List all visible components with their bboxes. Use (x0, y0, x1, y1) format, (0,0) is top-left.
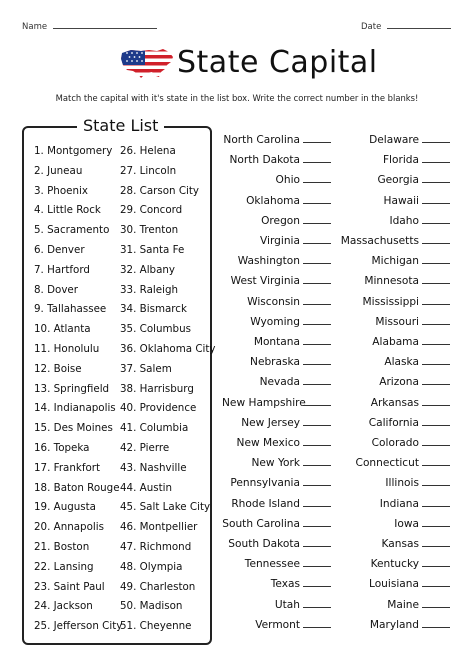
state-name: New York (251, 457, 300, 470)
capital-item: 11. Honolulu (34, 343, 100, 355)
answer-blank[interactable] (422, 599, 450, 608)
instructions: Match the capital with it's state in the list box. Write the correct number in the blanks! (55, 93, 419, 103)
state-name: Minnesota (364, 275, 419, 288)
state-row (222, 255, 331, 267)
state-name: Arkansas (370, 396, 419, 409)
capital-item: 26. Helena (120, 145, 176, 157)
state-row (222, 498, 331, 510)
state-name: Oklahoma (246, 194, 300, 207)
state-row (222, 599, 331, 611)
capital-item: 51. Cheyenne (120, 620, 192, 633)
answer-blank[interactable] (422, 336, 450, 345)
capital-item: 5. Sacramento (34, 224, 110, 237)
state-name: Virginia (260, 235, 300, 247)
state-name: Massachusetts (340, 235, 419, 247)
capital-item: 9. Tallahassee (34, 303, 107, 316)
answer-blank[interactable] (303, 316, 331, 325)
state-name: North Carolina (223, 134, 300, 146)
capital-item: 18. Baton Rouge (34, 481, 120, 494)
capital-item: 22. Lansing (34, 560, 94, 573)
state-name: West Virginia (230, 275, 300, 288)
state-row (329, 376, 450, 388)
state-row (329, 457, 450, 469)
state-name: Florida (382, 154, 419, 167)
capital-item: 50. Madison (120, 600, 183, 613)
answer-blank[interactable] (303, 275, 331, 284)
state-name: Mississippi (362, 295, 419, 308)
state-row (329, 558, 450, 570)
capital-item: 15. Des Moines (34, 422, 113, 435)
capital-item: 42. Pierre (120, 442, 170, 454)
answer-blank[interactable] (422, 195, 450, 204)
state-name: Idaho (389, 214, 419, 227)
answer-blank[interactable] (422, 538, 450, 547)
capital-item: 10. Atlanta (34, 323, 91, 336)
capital-item: 17. Frankfort (34, 461, 101, 474)
state-row (222, 275, 331, 287)
capital-item: 1. Montgomery (34, 145, 113, 157)
capital-item: 16. Topeka (34, 442, 90, 454)
state-name: Utah (274, 598, 300, 611)
state-name: Kentucky (370, 558, 419, 571)
capital-item: 13. Springfield (34, 382, 110, 395)
state-row (329, 417, 450, 429)
state-name: Nebraska (250, 356, 300, 369)
state-row (329, 174, 450, 186)
state-name: Texas (270, 578, 300, 591)
state-row (222, 356, 331, 368)
answer-blank[interactable] (303, 376, 331, 385)
state-row (329, 336, 450, 348)
answer-blank[interactable] (422, 498, 450, 507)
state-name: Missouri (375, 315, 419, 328)
state-row (329, 477, 450, 489)
answer-blank[interactable] (303, 356, 331, 365)
state-row (222, 558, 331, 570)
capital-item: 43. Nashville (120, 461, 187, 474)
state-row (222, 437, 331, 449)
state-row (329, 154, 450, 166)
answer-blank[interactable] (422, 376, 450, 385)
answer-blank[interactable] (303, 397, 331, 406)
state-list-title: State List (77, 116, 164, 135)
state-row (222, 174, 331, 186)
answer-blank[interactable] (422, 417, 450, 426)
answer-blank[interactable] (422, 619, 450, 628)
page-title: State Capital (177, 45, 378, 80)
capital-item: 6. Denver (34, 244, 85, 256)
capital-item: 38. Harrisburg (120, 382, 194, 395)
answer-blank[interactable] (303, 336, 331, 345)
capital-item: 24. Jackson (34, 600, 93, 613)
answer-blank[interactable] (303, 417, 331, 426)
name-label: Name (22, 22, 48, 32)
answer-blank[interactable] (422, 255, 450, 264)
answer-blank[interactable] (303, 134, 331, 143)
title-block (119, 43, 379, 91)
capital-item: 36. Oklahoma City (120, 343, 216, 355)
capital-item: 7. Hartford (34, 263, 90, 276)
answer-blank[interactable] (422, 275, 450, 284)
state-name: Pennsylvania (230, 477, 300, 490)
capital-item: 4. Little Rock (34, 204, 101, 217)
capital-item: 23. Saint Paul (34, 580, 105, 593)
answer-blank[interactable] (303, 154, 331, 163)
answer-blank[interactable] (303, 296, 331, 305)
state-name: Wisconsin (247, 295, 300, 308)
name-field[interactable] (22, 22, 157, 32)
answer-blank[interactable] (422, 356, 450, 365)
state-row (222, 538, 331, 550)
answer-blank[interactable] (422, 397, 450, 406)
answer-blank[interactable] (303, 578, 331, 587)
state-name: Oregon (261, 214, 300, 227)
state-name: Tennessee (244, 558, 300, 571)
capital-item: 31. Santa Fe (120, 244, 185, 256)
state-row (329, 397, 450, 409)
state-name: Montana (253, 336, 300, 348)
capital-item: 37. Salem (120, 362, 172, 375)
state-name: Rhode Island (231, 497, 300, 510)
state-name: North Dakota (229, 154, 300, 167)
state-row (222, 235, 331, 247)
state-row (222, 195, 331, 207)
capital-item: 12. Boise (34, 362, 82, 375)
state-name: California (368, 416, 419, 429)
state-row (329, 538, 450, 550)
answer-blank[interactable] (303, 235, 331, 244)
answer-blank[interactable] (303, 215, 331, 224)
state-row (222, 154, 331, 166)
answer-blank[interactable] (303, 518, 331, 527)
answer-blank[interactable] (303, 477, 331, 486)
capital-item: 47. Richmond (120, 541, 192, 553)
state-name: Hawaii (383, 194, 419, 207)
state-name: Vermont (255, 618, 300, 631)
answer-blank[interactable] (303, 599, 331, 608)
state-name: Maryland (369, 618, 419, 631)
answer-blank[interactable] (422, 437, 450, 446)
capital-item: 8. Dover (34, 283, 78, 296)
date-field[interactable] (361, 22, 451, 32)
state-name: Colorado (371, 437, 419, 449)
state-row (329, 215, 450, 227)
capital-item: 25. Jefferson City (34, 620, 123, 633)
date-label: Date (361, 22, 382, 32)
answer-blank[interactable] (303, 174, 331, 183)
answer-blank[interactable] (303, 437, 331, 446)
state-name: Indiana (379, 497, 419, 510)
capital-item: 49. Charleston (120, 580, 196, 593)
state-name: Delaware (369, 134, 419, 146)
state-row (329, 599, 450, 611)
state-name: Ohio (275, 174, 300, 187)
capital-item: 44. Austin (120, 481, 173, 494)
capital-item: 32. Albany (120, 263, 176, 276)
capital-item: 21. Boston (34, 541, 90, 553)
capital-item: 33. Raleigh (120, 283, 179, 296)
state-name: Louisiana (368, 578, 419, 591)
state-row (222, 417, 331, 429)
answer-blank[interactable] (422, 518, 450, 527)
answer-blank[interactable] (303, 538, 331, 547)
state-name: Kansas (381, 538, 419, 550)
capital-item: 34. Bismarck (120, 303, 187, 316)
state-row (329, 518, 450, 530)
state-list-box (22, 116, 216, 645)
capital-item: 27. Lincoln (120, 164, 177, 177)
answer-blank[interactable] (303, 558, 331, 567)
state-row (329, 498, 450, 510)
state-row (222, 316, 331, 328)
state-name: New Mexico (236, 437, 300, 449)
state-row (329, 134, 450, 146)
capital-item: 35. Columbus (120, 323, 191, 336)
state-name: Georgia (377, 174, 419, 187)
state-row (222, 215, 331, 227)
state-row (329, 316, 450, 328)
state-row (329, 578, 450, 590)
capital-item: 2. Juneau (34, 164, 83, 177)
state-row (222, 518, 331, 530)
state-name: Maine (387, 598, 419, 611)
capital-item: 29. Concord (120, 204, 183, 217)
answer-blank[interactable] (303, 255, 331, 264)
capital-item: 14. Indianapolis (34, 402, 116, 415)
state-row (329, 619, 450, 631)
state-row (222, 376, 331, 388)
answer-blank[interactable] (422, 134, 450, 143)
usa-map-flag-icon (119, 45, 175, 85)
answer-blank[interactable] (422, 578, 450, 587)
answer-blank[interactable] (422, 235, 450, 244)
capital-item: 40. Providence (120, 402, 197, 415)
state-row (222, 457, 331, 469)
state-name: Alaska (384, 356, 419, 369)
state-name: South Dakota (228, 538, 300, 550)
state-row (222, 134, 331, 146)
state-name: Nevada (259, 376, 300, 389)
state-name: Washington (237, 255, 300, 268)
capital-item: 46. Montpellier (120, 521, 198, 534)
answer-blank[interactable] (303, 498, 331, 507)
capital-item: 30. Trenton (120, 224, 179, 237)
state-row (222, 397, 331, 409)
state-name: Connecticut (355, 457, 419, 470)
answer-blank[interactable] (422, 154, 450, 163)
state-name: Wyoming (250, 315, 300, 328)
state-row (222, 296, 331, 308)
state-row (222, 336, 331, 348)
state-name: Illinois (385, 477, 419, 490)
answer-blank[interactable] (422, 477, 450, 486)
capital-item: 3. Phoenix (34, 184, 88, 197)
date-blank[interactable] (387, 22, 451, 29)
answer-blank[interactable] (422, 215, 450, 224)
state-name: Alabama (372, 336, 419, 348)
answer-blank[interactable] (422, 457, 450, 466)
answer-blank[interactable] (422, 174, 450, 183)
state-row (329, 296, 450, 308)
state-name: Michigan (371, 255, 419, 268)
capital-item: 41. Columbia (120, 422, 189, 435)
state-row (222, 578, 331, 590)
state-row (329, 356, 450, 368)
answer-blank[interactable] (303, 457, 331, 466)
answer-blank[interactable] (422, 316, 450, 325)
state-name: Iowa (394, 517, 419, 530)
answer-blank[interactable] (303, 619, 331, 628)
capital-item: 19. Augusta (34, 501, 96, 514)
state-name: New Hampshire (222, 396, 306, 409)
state-row (329, 195, 450, 207)
state-row (329, 235, 450, 247)
name-blank[interactable] (53, 22, 157, 29)
state-row (222, 477, 331, 489)
state-name: New Jersey (241, 416, 300, 429)
capital-item: 45. Salt Lake City (120, 501, 211, 514)
state-row (329, 275, 450, 287)
capital-item: 28. Carson City (120, 184, 200, 197)
state-row (222, 619, 331, 631)
answer-blank[interactable] (422, 558, 450, 567)
state-row (329, 437, 450, 449)
state-name: South Carolina (222, 517, 300, 530)
capital-item: 20. Annapolis (34, 521, 104, 534)
state-name: Arizona (379, 376, 419, 389)
state-row (329, 255, 450, 267)
answer-blank[interactable] (303, 195, 331, 204)
capital-item: 48. Olympia (120, 560, 183, 573)
answer-blank[interactable] (422, 296, 450, 305)
